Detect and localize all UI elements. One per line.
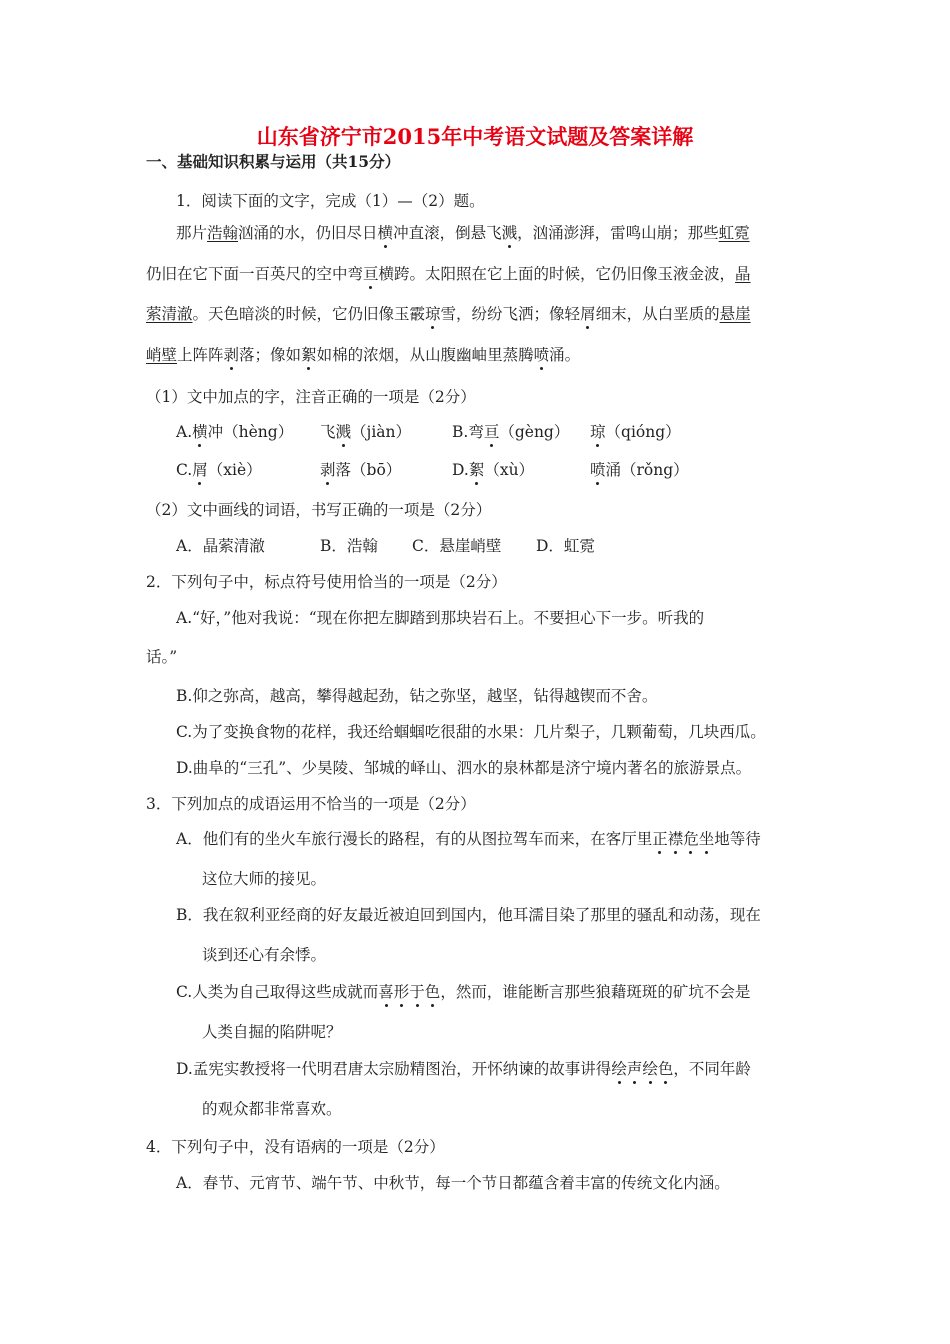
dotted-char: 横 bbox=[192, 423, 208, 441]
option-text: （xù） bbox=[484, 461, 535, 479]
underlined-word: 悬崖 bbox=[719, 305, 751, 323]
option-letter: D. bbox=[452, 461, 469, 479]
dotted-char: 于 bbox=[409, 983, 425, 1001]
dotted-char: 亘 bbox=[483, 423, 500, 441]
dotted-char: 絮 bbox=[301, 346, 317, 364]
sub1-option-d bbox=[452, 459, 534, 481]
option-text: （gèng） bbox=[499, 423, 570, 441]
text: 仍旧在它下面一百英尺的空中弯 bbox=[146, 265, 364, 283]
text: 地等待 bbox=[714, 830, 761, 848]
dotted-char: 横 bbox=[377, 224, 394, 242]
q2-option-b: B.仰之弥高，越高，攀得越起劲，钻之弥坚，越坚，钻得越锲而不舍。 bbox=[176, 687, 658, 705]
option-text: B.弯 bbox=[452, 423, 484, 441]
option-letter: A. bbox=[176, 423, 193, 441]
underlined-word: 萦清澈 bbox=[146, 305, 193, 323]
option-text: （xiè） bbox=[207, 461, 262, 479]
passage-line-1 bbox=[176, 222, 750, 244]
sub-question-1-prompt: （1）文中加点的字，注音正确的一项是（2分） bbox=[146, 388, 476, 406]
section-heading: 一、基础知识积累与运用（共15分） bbox=[146, 152, 401, 171]
question-2-prompt: 2．下列句子中，标点符号使用恰当的一项是（2分） bbox=[146, 573, 507, 591]
underlined-word: 晶 bbox=[735, 265, 751, 283]
q3-option-d-line-1 bbox=[176, 1058, 751, 1080]
dotted-char: 色 bbox=[657, 1060, 674, 1078]
sub2-option-a: A．晶萦清澈 bbox=[176, 537, 265, 555]
text: 横跨。太阳照在它上面的时候，它仍旧像玉液金波， bbox=[378, 265, 736, 283]
sub1-option-b2 bbox=[590, 421, 681, 443]
text: 涌。 bbox=[549, 346, 581, 364]
dotted-char: 剥 bbox=[320, 461, 336, 479]
passage-line-2 bbox=[146, 263, 751, 285]
text: ，不同年龄 bbox=[673, 1060, 751, 1078]
dotted-char: 坐 bbox=[698, 830, 715, 848]
dotted-char: 屑 bbox=[580, 305, 596, 323]
q2-option-a-line-2: 话。” bbox=[146, 648, 178, 666]
dotted-char: 喷 bbox=[533, 346, 550, 364]
text: 。天色暗淡的时候，它仍旧像玉霰 bbox=[192, 305, 426, 323]
dotted-char: 形 bbox=[393, 983, 410, 1001]
text: 雪，纷纷飞洒；像轻 bbox=[440, 305, 581, 323]
option-text: 飞 bbox=[320, 423, 336, 441]
sub-question-2-prompt: （2）文中画线的词语，书写正确的一项是（2分） bbox=[146, 501, 492, 519]
underlined-word: 峭壁 bbox=[146, 346, 178, 364]
text: 落；像如 bbox=[239, 346, 302, 364]
q2-option-c: C.为了变换食物的花样，我还给蝈蝈吃很甜的水果：几片梨子，几颗葡萄，几块西瓜。 bbox=[176, 723, 766, 741]
dotted-char: 琼 bbox=[590, 423, 606, 441]
q3-option-c-line-2: 人类自掘的陷阱呢？ bbox=[202, 1023, 342, 1041]
dotted-char: 剥 bbox=[223, 346, 240, 364]
sub1-option-d2 bbox=[590, 459, 689, 481]
text: C.人类为自己取得这些成就而 bbox=[176, 983, 379, 1001]
dotted-char: 正 bbox=[652, 830, 668, 848]
dotted-char: 绘 bbox=[642, 1060, 658, 1078]
option-text: 冲（hèng） bbox=[207, 423, 294, 441]
text: ，然而，谁能断言那些狼藉斑斑的矿坑不会是 bbox=[440, 983, 751, 1001]
dotted-char: 琼 bbox=[425, 305, 441, 323]
dotted-char: 屑 bbox=[192, 461, 208, 479]
question-4-prompt: 4．下列句子中，没有语病的一项是（2分） bbox=[146, 1138, 445, 1156]
option-text: 涌（rǒng） bbox=[605, 461, 689, 479]
dotted-char: 危 bbox=[683, 830, 699, 848]
sub1-option-b bbox=[452, 421, 569, 443]
dotted-char: 絮 bbox=[468, 461, 485, 479]
option-text: （qióng） bbox=[605, 423, 681, 441]
q2-option-a-line-1: A.“好，”他对我说：“现在你把左脚踏到那块岩石上。不要担心下一步。听我的 bbox=[176, 609, 705, 627]
q3-option-b-line-2: 谈到还心有余悸。 bbox=[202, 946, 327, 964]
q4-option-a: A．春节、元宵节、端午节、中秋节，每一个节日都蕴含着丰富的传统文化内涵。 bbox=[176, 1174, 730, 1192]
dotted-char: 亘 bbox=[363, 265, 379, 283]
text: A．他们有的坐火车旅行漫长的路程，有的从图拉驾车而来，在客厅里 bbox=[176, 830, 653, 848]
text: 如棉的浓烟，从山腹幽岫里蒸腾 bbox=[316, 346, 534, 364]
text: ，汹涌澎湃，雷鸣山崩；那些 bbox=[517, 224, 719, 242]
dotted-char: 色 bbox=[424, 983, 441, 1001]
text: 汹涌的水，仍旧尽日 bbox=[238, 224, 378, 242]
dotted-char: 襟 bbox=[667, 830, 684, 848]
sub2-option-d: D．虹霓 bbox=[536, 537, 595, 555]
underlined-word: 虹霓 bbox=[718, 224, 750, 242]
underlined-word: 浩翰 bbox=[207, 224, 239, 242]
sub1-option-c2 bbox=[320, 459, 401, 481]
text: 冲直滚，倒悬飞 bbox=[393, 224, 502, 242]
dotted-char: 声 bbox=[626, 1060, 643, 1078]
q3-option-b-line-1: B．我在叙利亚经商的好友最近被迫回到国内，他耳濡目染了那里的骚乱和动荡，现在 bbox=[176, 906, 761, 924]
q2-option-d: D.曲阜的“三孔”、少昊陵、邹城的峄山、泗水的泉林都是济宁境内著名的旅游景点。 bbox=[176, 759, 752, 777]
q3-option-a-line-2: 这位大师的接见。 bbox=[202, 870, 327, 888]
dotted-char: 溅 bbox=[335, 423, 352, 441]
q3-option-c-line-1 bbox=[176, 981, 750, 1003]
dotted-char: 喜 bbox=[378, 983, 394, 1001]
sub1-options-row-1 bbox=[176, 421, 293, 443]
text: 那片 bbox=[176, 224, 208, 242]
passage-line-3 bbox=[146, 303, 751, 325]
option-text: 落（bō） bbox=[335, 461, 402, 479]
sub1-option-a2 bbox=[320, 421, 411, 443]
question-3-prompt: 3．下列加点的成语运用不恰当的一项是（2分） bbox=[146, 795, 476, 813]
q3-option-a-line-1 bbox=[176, 828, 761, 850]
dotted-char: 绘 bbox=[611, 1060, 627, 1078]
question-1-prompt: 1．阅读下面的文字，完成（1）—（2）题。 bbox=[176, 192, 485, 210]
option-letter: C. bbox=[176, 461, 193, 479]
passage-line-4 bbox=[146, 344, 580, 366]
sub2-option-b: B．浩翰 bbox=[320, 537, 378, 555]
sub1-option-c bbox=[176, 459, 262, 481]
q3-option-d-line-2: 的观众都非常喜欢。 bbox=[202, 1100, 342, 1118]
text: 上阵阵 bbox=[177, 346, 224, 364]
text: 细末，从白垩质的 bbox=[595, 305, 720, 323]
option-text: （jiàn） bbox=[351, 423, 412, 441]
page-title: 山东省济宁市2015年中考语文试题及答案详解 bbox=[256, 124, 694, 149]
text: D.孟宪实教授将一代明君唐太宗励精图治，开怀纳谏的故事讲得 bbox=[176, 1060, 612, 1078]
dotted-char: 溅 bbox=[501, 224, 518, 242]
dotted-char: 喷 bbox=[590, 461, 606, 479]
sub2-option-c: C．悬崖峭壁 bbox=[412, 537, 502, 555]
